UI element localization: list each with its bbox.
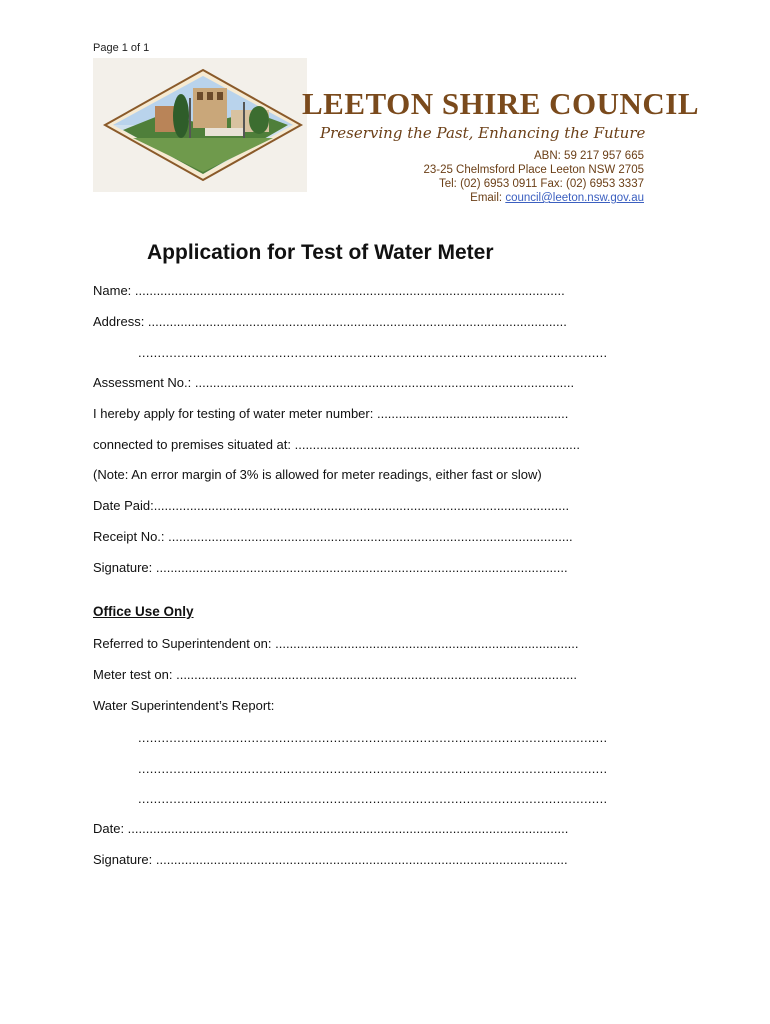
- date-paid-field[interactable]: Date Paid:...................................................................................................................: [93, 498, 570, 513]
- contact-block: [423, 149, 644, 205]
- page-number: Page 1 of 1: [93, 42, 150, 54]
- assessment-number-field[interactable]: Assessment No.: .........................................................................................................: [93, 375, 575, 390]
- premises-field[interactable]: connected to premises situated at: ...............................................................................: [93, 437, 580, 452]
- email-link[interactable]: council@leeton.nsw.gov.au: [505, 192, 644, 204]
- office-signature-field[interactable]: Signature: ..................................................................................................................: [93, 852, 568, 867]
- abn-text: ABN: 59 217 957 665: [534, 150, 644, 162]
- report-line[interactable]: ........................................................................................................................: [138, 761, 608, 776]
- receipt-number-field[interactable]: Receipt No.: ................................................................................................................: [93, 529, 573, 544]
- council-name: LEETON SHIRE COUNCIL: [302, 86, 700, 121]
- referred-date-field[interactable]: Referred to Superintendent on: ....................................................................................: [93, 636, 579, 651]
- report-line[interactable]: ........................................................................................................................: [138, 791, 608, 806]
- email-row: [423, 191, 644, 205]
- email-label: Email:: [470, 192, 506, 204]
- report-label: Water Superintendent’s Report:: [93, 698, 275, 713]
- address-field[interactable]: Address: ....................................................................................................................: [93, 314, 567, 329]
- council-tagline: Preserving the Past, Enhancing the Future: [320, 124, 646, 142]
- form-title: Application for Test of Water Meter: [147, 241, 494, 264]
- error-margin-note: (Note: An error margin of 3% is allowed for meter readings, either fast or slow): [93, 467, 542, 482]
- name-field[interactable]: Name: .......................................................................................................................: [93, 283, 565, 298]
- meter-test-field[interactable]: Meter test on: ...............................................................................................................: [93, 667, 578, 682]
- report-line[interactable]: ........................................................................................................................: [138, 730, 608, 745]
- address-text: 23-25 Chelmsford Place Leeton NSW 2705: [423, 164, 644, 176]
- applicant-signature-field[interactable]: Signature: ..................................................................................................................: [93, 560, 568, 575]
- office-use-heading: Office Use Only: [93, 604, 194, 619]
- meter-number-field[interactable]: I hereby apply for testing of water meter number: .....................................................: [93, 406, 569, 421]
- address-continuation-field[interactable]: ........................................................................................................................: [138, 345, 608, 360]
- office-date-field[interactable]: Date: ..........................................................................................................................: [93, 821, 569, 836]
- phone-fax-text: Tel: (02) 6953 0911 Fax: (02) 6953 3337: [438, 178, 644, 190]
